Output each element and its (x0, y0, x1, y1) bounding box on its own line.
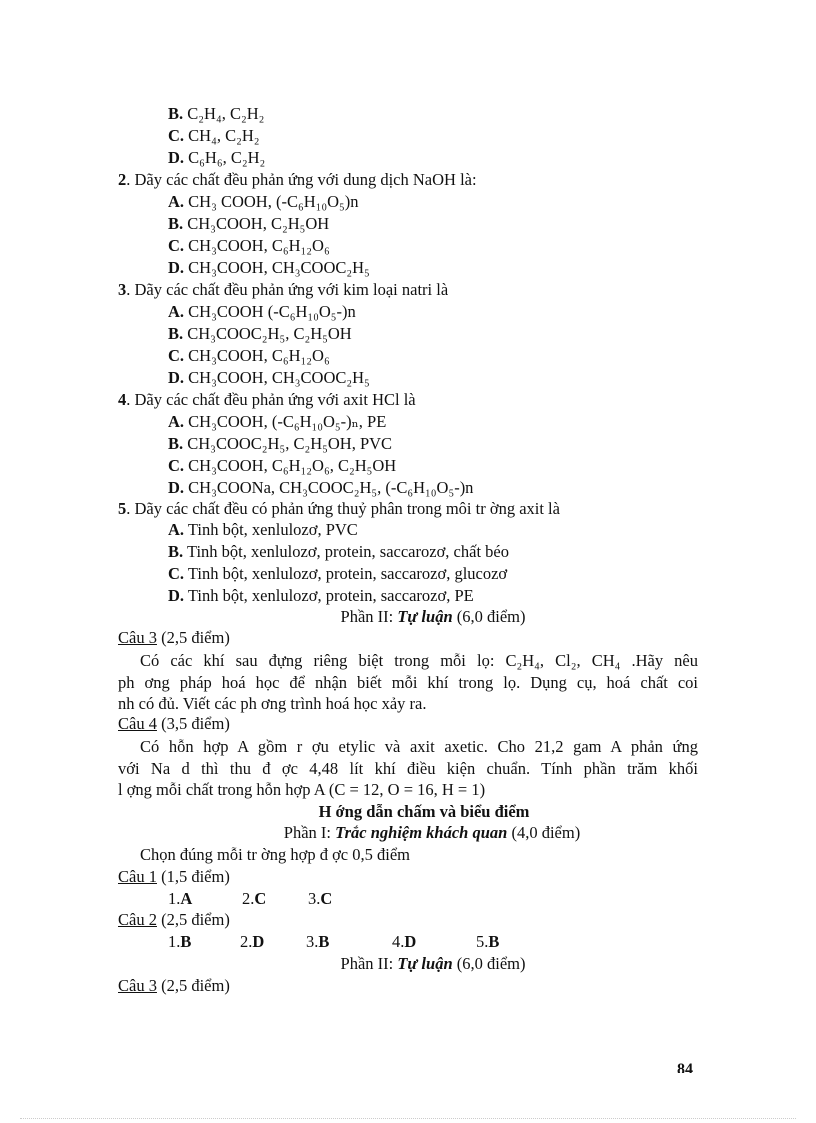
answer-item: 3.B (306, 932, 330, 951)
cau3-label: Câu 3 (2,5 điểm) (118, 628, 230, 647)
q3-option-c: C. CH₃COOH, C₆H₁₂O₆ (168, 346, 330, 365)
q3-option-a: A. CH₃COOH (-C₆H₁₀O₅-)n (168, 302, 356, 321)
q1-option-b: B. C₂H₄, C₂H₂ (168, 104, 265, 123)
q1-option-d: D. C₆H₆, C₂H₂ (168, 148, 266, 167)
page-bottom-border (20, 1118, 796, 1119)
guide-cau3-label: Câu 3 (2,5 điểm) (118, 976, 230, 995)
cau4-text: Có hỗn hợp A gồm r ợu etylic và axit axetic. Cho 21,2 gam A phản ứng với Na d thì thu đ ợc 4,48 lít khí điều kiện chuẩn. Tính phần trăm khối l ợng mỗi chất trong hỗn hợp A (C = 12, O = 16, H = 1) (118, 737, 698, 799)
guide-note: Chọn đúng mỗi tr ờng hợp đ ợc 0,5 điểm (140, 845, 410, 864)
q4-stem: 4. Dãy các chất đều phản ứng với axit HCl là (118, 390, 416, 409)
q4-option-d: D. CH₃COONa, CH₃COOC₂H₅, (-C₆H₁₀O₅-)n (168, 478, 474, 497)
guide-title: H ớng dẫn chấm và biểu điểm (318, 802, 530, 821)
guide-cau2-label: Câu 2 (2,5 điểm) (118, 910, 230, 929)
cau4-label: Câu 4 (3,5 điểm) (118, 714, 230, 733)
q2-option-a: A. CH₃ COOH, (-C₆H₁₀O₅)n (168, 192, 359, 211)
part2-heading: Phần II: Tự luận (6,0 điểm) (340, 607, 526, 626)
q3-option-b: B. CH₃COOC₂H₅, C₂H₅OH (168, 324, 352, 343)
q5-stem: 5. Dãy các chất đều có phản ứng thuỷ phân trong môi tr ờng axit là (118, 499, 560, 518)
answer-item: 2.D (240, 932, 265, 951)
cau3-text: Có các khí sau đựng riêng biệt trong mỗi lọ: C₂H₄, Cl₂, CH₄ .Hãy nêu ph ơng pháp hoá học để nhận biết mỗi khí trong lọ. Dụng cụ, hoá chất coi nh có đủ. Viết các ph ơng trình hoá học xảy ra. (118, 651, 698, 713)
q5-option-b: B. Tinh bột, xenlulozơ, protein, saccarozơ, chất béo (168, 542, 509, 561)
q4-option-c: C. CH₃COOH, C₆H₁₂O₆, C₂H₅OH (168, 456, 397, 475)
q3-stem: 3. Dãy các chất đều phản ứng với kim loại natri là (118, 280, 449, 299)
q5-option-a: A. Tinh bột, xenlulozơ, PVC (168, 520, 358, 539)
guide-cau1-answers (168, 889, 332, 909)
q5-option-d: D. Tinh bột, xenlulozơ, protein, saccarozơ, PE (168, 586, 474, 605)
answer-item: 1.B (168, 932, 192, 951)
answer-item: 3.C (308, 889, 333, 908)
q1-option-c: C. CH₄, C₂H₂ (168, 126, 260, 145)
q2-stem: 2. Dãy các chất đều phản ứng với dung dịch NaOH là: (118, 170, 477, 189)
guide-cau2-answers (168, 932, 499, 952)
q2-option-c: C. CH₃COOH, C₆H₁₂O₆ (168, 236, 330, 255)
q4-option-a: A. CH₃COOH, (-C₆H₁₀O₅-)ₙ, PE (168, 412, 387, 431)
guide-part2-heading: Phần II: Tự luận (6,0 điểm) (340, 954, 526, 973)
answer-item: 4.D (392, 932, 417, 951)
answer-item: 2.C (242, 889, 267, 908)
answer-item: 1.A (168, 889, 193, 908)
q3-option-d: D. CH₃COOH, CH₃COOC₂H₅ (168, 368, 370, 387)
q2-option-b: B. CH₃COOH, C₂H₅OH (168, 214, 330, 233)
page-number: 84 (677, 1061, 693, 1073)
q2-option-d: D. CH₃COOH, CH₃COOC₂H₅ (168, 258, 370, 277)
answer-item: 5.B (476, 932, 500, 951)
q4-option-b: B. CH₃COOC₂H₅, C₂H₅OH, PVC (168, 434, 393, 453)
q5-option-c: C. Tinh bột, xenlulozơ, protein, saccarozơ, glucozơ (168, 564, 508, 583)
guide-cau1-label: Câu 1 (1,5 điểm) (118, 867, 230, 886)
guide-part1-heading: Phần I: Trắc nghiệm khách quan (4,0 điểm) (283, 823, 581, 842)
